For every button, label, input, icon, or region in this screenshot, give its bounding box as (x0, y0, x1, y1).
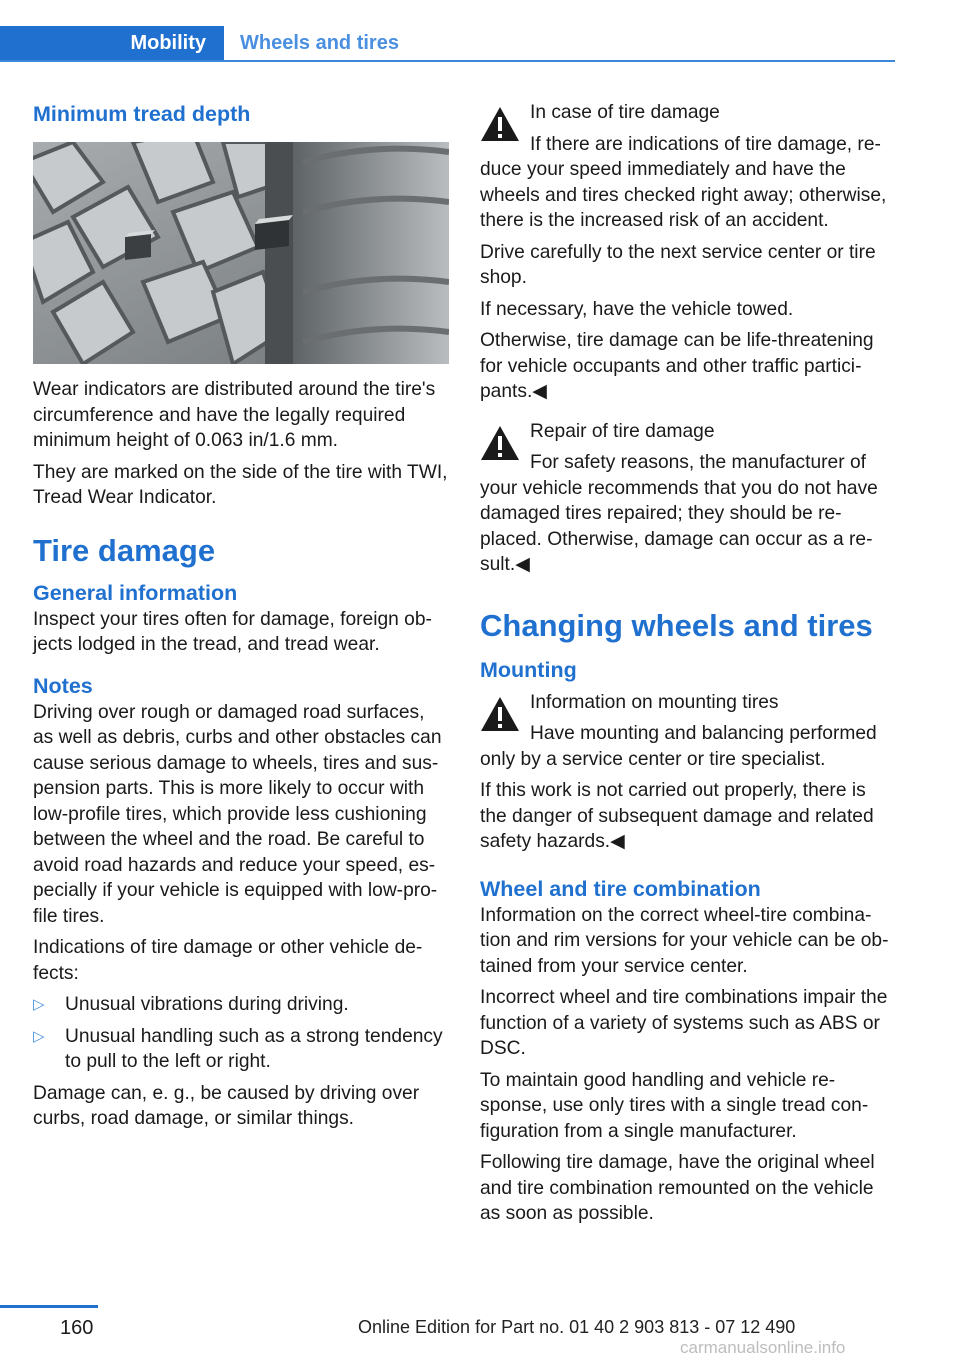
warning-triangle-icon (480, 425, 520, 461)
section-tab: Wheels and tires (240, 32, 399, 54)
list-item-text: Unusual vibrations during driving. (65, 994, 349, 1015)
chapter-tab: Mobility (0, 26, 224, 60)
paragraph-maintain-handling: To maintain good handling and vehicle re-sponse, use only tires with a single tread con-figuration from a single manufacturer. (480, 1069, 869, 1142)
paragraph-correct-combination: Information on the correct wheel-tire combina-tion and rim versions for your vehicle can be ob-tained from your service center. (480, 904, 889, 977)
left-column (33, 100, 449, 1138)
wear-indicator-right (255, 215, 293, 250)
page-number: 160 (60, 1317, 94, 1339)
paragraph-wear-indicators: Wear indicators are distributed around the tire's circumference and have the legally required minimum height of 0.063 in/1.6 mm. (33, 379, 436, 451)
paragraph-inspect: Inspect your tires often for damage, foreign ob-jects lodged in the tread, and tread wear. (33, 608, 432, 655)
indications-list (33, 992, 449, 1075)
paragraph-damage-caused: Damage can, e. g., be caused by driving over curbs, road damage, or similar things. (33, 1082, 420, 1129)
right-column (480, 100, 896, 1233)
list-item (33, 1024, 449, 1075)
warning-text: For safety reasons, the manufacturer of your vehicle recommends that you do not have damaged tires repaired; they should be re-placed. Otherwise, damage can occur as a re-sult.◀ (480, 452, 878, 575)
heading-general-information: General information (33, 580, 238, 605)
paragraph-twi: They are marked on the side of the tire with TWI, Tread Wear Indicator. (33, 461, 448, 508)
bullet-arrow-icon: ▷ (33, 1027, 45, 1045)
warning-mounting (480, 690, 896, 773)
page-header (0, 26, 895, 62)
tread-wear-photo (33, 142, 449, 364)
header-rule (0, 60, 895, 62)
watermark: carmanualsonline.info (680, 1338, 846, 1357)
paragraph-life-threatening: Otherwise, tire damage can be life-threatening for vehicle occupants and other traffic partici-pants.◀ (480, 330, 874, 402)
heading-changing-wheels: Changing wheels and tires (480, 607, 873, 643)
paragraph-following-damage: Following tire damage, have the original wheel and tire combination remounted on the vehicle as soon as possible. (480, 1152, 875, 1224)
warning-triangle-icon (480, 106, 520, 142)
tread-wear-illustration (33, 142, 449, 364)
paragraph-drive-carefully: Drive carefully to the next service center or tire shop. (480, 241, 876, 288)
warning-tire-damage (480, 100, 896, 234)
bullet-arrow-icon: ▷ (33, 996, 45, 1013)
warning-title: Repair of tire damage (530, 420, 715, 442)
paragraph-towed: If necessary, have the vehicle towed. (480, 298, 794, 320)
warning-title: Information on mounting tires (530, 691, 779, 713)
warning-triangle-icon (480, 696, 520, 732)
heading-minimum-tread-depth: Minimum tread depth (33, 102, 251, 126)
heading-tire-damage: Tire damage (33, 532, 216, 568)
wear-indicator-left (125, 230, 155, 260)
list-item (33, 992, 449, 1018)
paragraph-not-properly: If this work is not carried out properly, there is the danger of subsequent damage and related safety hazards.◀ (480, 780, 874, 852)
list-item-text: Unusual handling such as a strong tendency to pull to the left or right. (65, 1025, 443, 1072)
footer-rule (0, 1305, 98, 1308)
paragraph-incorrect-combination: Incorrect wheel and tire combinations impair the function of a variety of systems such as ABS or DSC. (480, 987, 888, 1059)
paragraph-driving: Driving over rough or damaged road surfaces, as well as debris, curbs and other obstacles can cause serious damage to wheels, tires and sus-pension parts. This is more likely to occur with low-profile tires, which provide less cushioning between the wheel and the road. Be careful to avoid road hazards and reduce your speed, es-pecially if your vehicle is equipped with low-pro-file tires. (33, 701, 442, 927)
heading-wheel-tire-combination: Wheel and tire combination (480, 876, 761, 901)
warning-repair (480, 419, 896, 578)
warning-text: Have mounting and balancing performed only by a service center or tire specialist. (480, 723, 877, 770)
paragraph-indications: Indications of tire damage or other vehicle de-fects: (33, 937, 423, 984)
edition-text: Online Edition for Part no. 01 40 2 903 813 - 07 12 490 (358, 1317, 796, 1337)
heading-notes: Notes (33, 673, 93, 698)
warning-text: If there are indications of tire damage, re-duce your speed immediately and have the wheels and tires checked right away; otherwise, there is the increased risk of an accident. (480, 133, 887, 231)
warning-title: In case of tire damage (530, 102, 720, 123)
heading-mounting: Mounting (480, 657, 577, 682)
